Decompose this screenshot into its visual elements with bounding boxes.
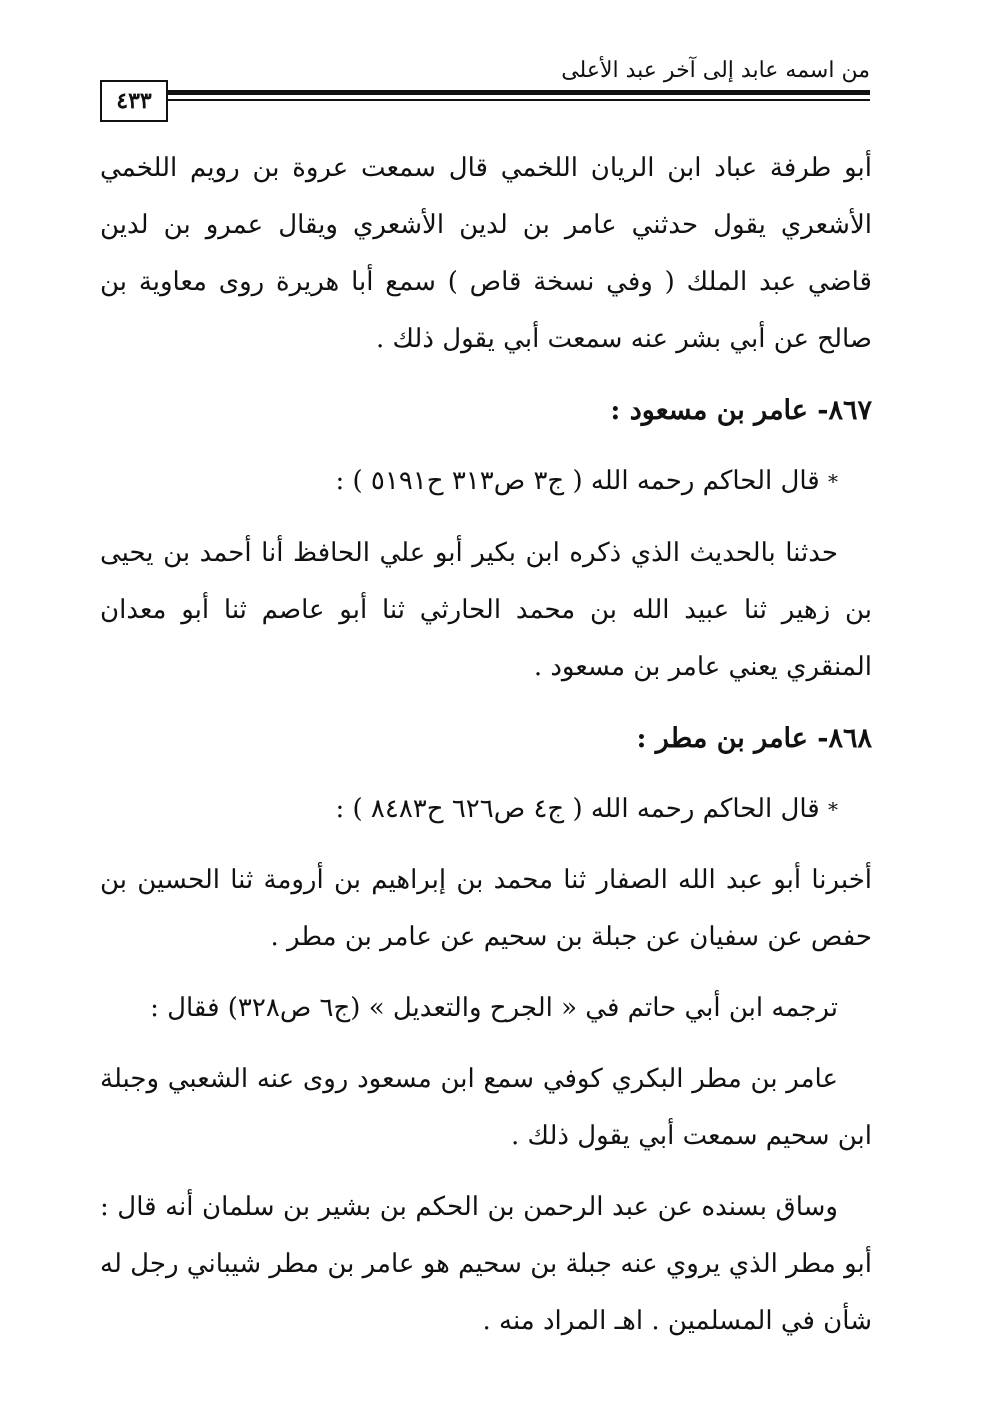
intro-paragraph: أبو طرفة عباد ابن الريان اللخمي قال سمعت عروة بن رويم اللخمي الأشعري يقول حدثني عامر بن لدين الأشعري ويقال عمرو بن لدين قاضي عبد الملك ( وفي نسخة قاص ) سمع أبا هريرة روى معاوية بن صالح عن أبي بشر عنه سمعت أبي يقول ذلك . — [100, 153, 872, 354]
entry-868-text-3: عامر بن مطر البكري كوفي سمع ابن مسعود روى عنه الشعبي وجبلة ابن سحيم سمعت أبي يقول ذلك . — [100, 1064, 872, 1151]
page-header — [100, 50, 870, 125]
header-rule-thin — [168, 99, 870, 101]
page-number: ٤٣٣ — [100, 80, 168, 122]
citation-text: قال الحاكم رحمه الله ( ج٣ ص٣١٣ ح٥١٩١ ) : — [335, 466, 820, 496]
running-title: من اسمه عابد إلى آخر عبد الأعلى — [561, 58, 870, 83]
page-content — [100, 140, 872, 1364]
entry-868-text-4: وساق بسنده عن عبد الرحمن بن الحكم بن بشير بن سلمان أنه قال : أبو مطر الذي يروي عنه جبلة بن سحيم هو عامر بن مطر شيباني رجل له شأن في المسلمين . اهـ المراد منه . — [100, 1192, 872, 1336]
header-rule-thick — [168, 90, 870, 95]
entry-867-heading: ٨٦٧- عامر بن مسعود : — [610, 395, 872, 426]
entry-868-text-1: أخبرنا أبو عبد الله الصفار ثنا محمد بن إبراهيم بن أرومة ثنا الحسين بن حفص عن سفيان عن جبلة بن سحيم عن عامر بن مطر . — [100, 865, 872, 952]
entry-868-citation — [100, 781, 872, 839]
star-icon: * — [828, 797, 838, 821]
entry-868-heading: ٨٦٨- عامر بن مطر : — [636, 722, 872, 754]
citation-text: قال الحاكم رحمه الله ( ج٤ ص٦٢٦ ح٨٤٨٣ ) : — [335, 793, 820, 824]
entry-867-citation — [100, 453, 872, 511]
entry-868-text-2: ترجمه ابن أبي حاتم في « الجرح والتعديل » (ج٦ ص٣٢٨) فقال : — [150, 993, 838, 1023]
star-icon: * — [828, 469, 838, 494]
entry-867-text: حدثنا بالحديث الذي ذكره ابن بكير أبو علي الحافظ أنا أحمد بن يحيى بن زهير ثنا عبيد الله بن محمد الحارثي ثنا أبو عاصم ثنا أبو معدان المنقري يعني عامر بن مسعود . — [100, 537, 872, 682]
